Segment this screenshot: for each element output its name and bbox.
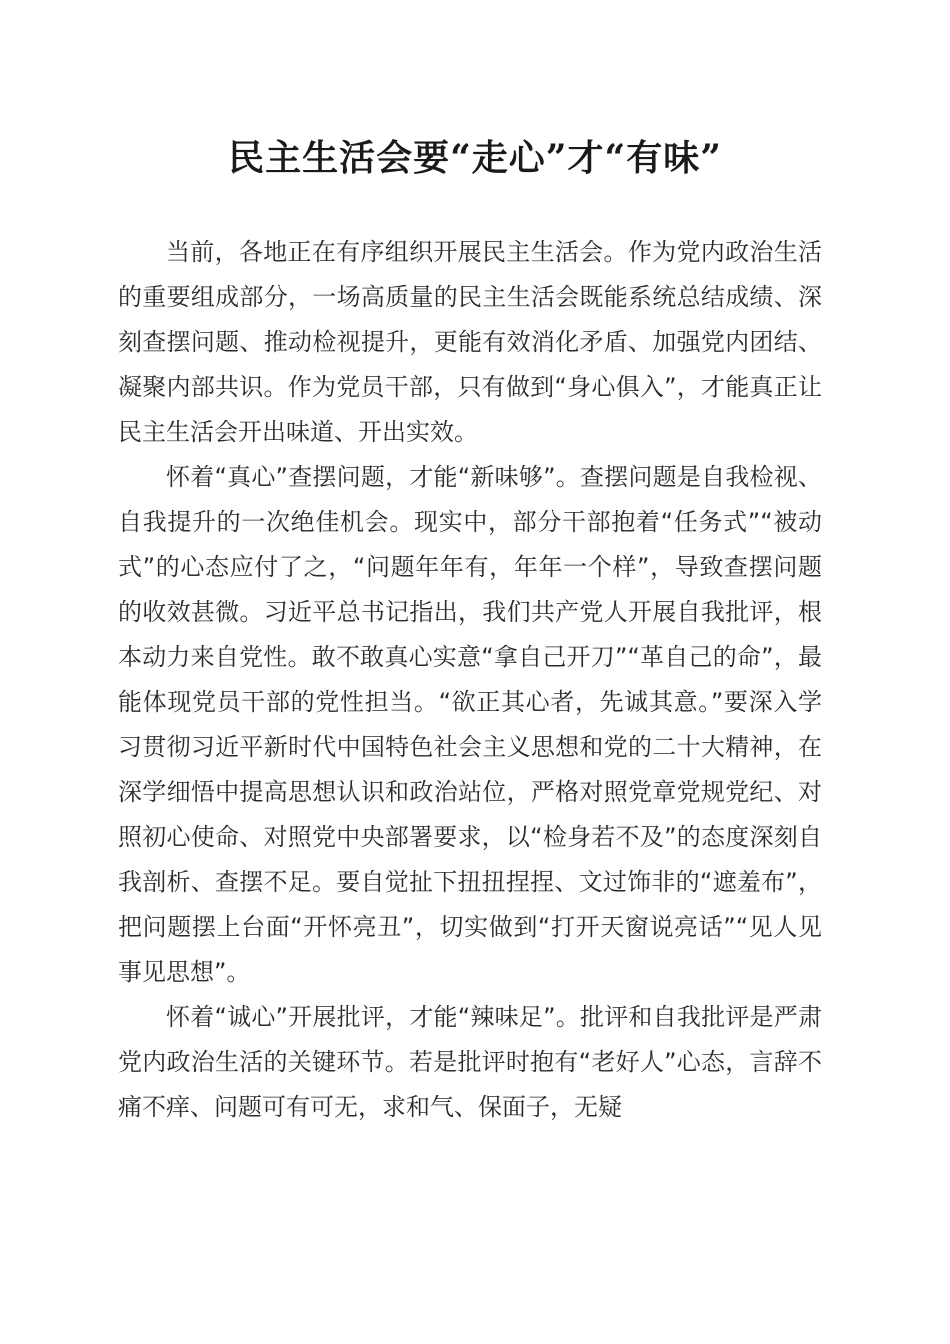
document-body xyxy=(118,230,822,1130)
paragraph-3: 怀着“诚心”开展批评，才能“辣味足”。批评和自我批评是严肃党内政治生活的关键环节。若是批评时抱有“老好人”心态，言辞不痛不痒、问题可有可无，求和气、保面子，无疑 xyxy=(118,1003,822,1121)
paragraph-1: 当前，各地正在有序组织开展民主生活会。作为党内政治生活的重要组成部分，一场高质量的民主生活会既能系统总结成绩、深刻查摆问题、推动检视提升，更能有效消化矛盾、加强党内团结、凝聚内部共识。作为党员干部，只有做到“身心俱入”，才能真正让民主生活会开出味道、开出实效。 xyxy=(118,238,822,446)
document-title: 民主生活会要“走心”才“有味” xyxy=(228,137,722,179)
paragraph-2: 怀着“真心”查摆问题，才能“新味够”。查摆问题是自我检视、自我提升的一次绝佳机会。现实中，部分干部抱着“任务式”“被动式”的心态应付了之，“问题年年有，年年一个样”，导致查摆问题的收效甚微。习近平总书记指出，我们共产党人开展自我批评，根本动力来自党性。敢不敢真心实意“拿自己开刀”“革自己的命”，最能体现党员干部的党性担当。“欲正其心者，先诚其意。”要深入学习贯彻习近平新时代中国特色社会主义思想和党的二十大精神，在深学细悟中提高思想认识和政治站位，严格对照党章党规党纪、对照初心使命、对照党中央部署要求，以“检身若不及”的态度深刻自我剖析、查摆不足。要自觉扯下扭扭捏捏、文过饰非的“遮羞布”，把问题摆上台面“开怀亮丑”，切实做到“打开天窗说亮话”“见人见事见思想”。 xyxy=(118,463,822,986)
